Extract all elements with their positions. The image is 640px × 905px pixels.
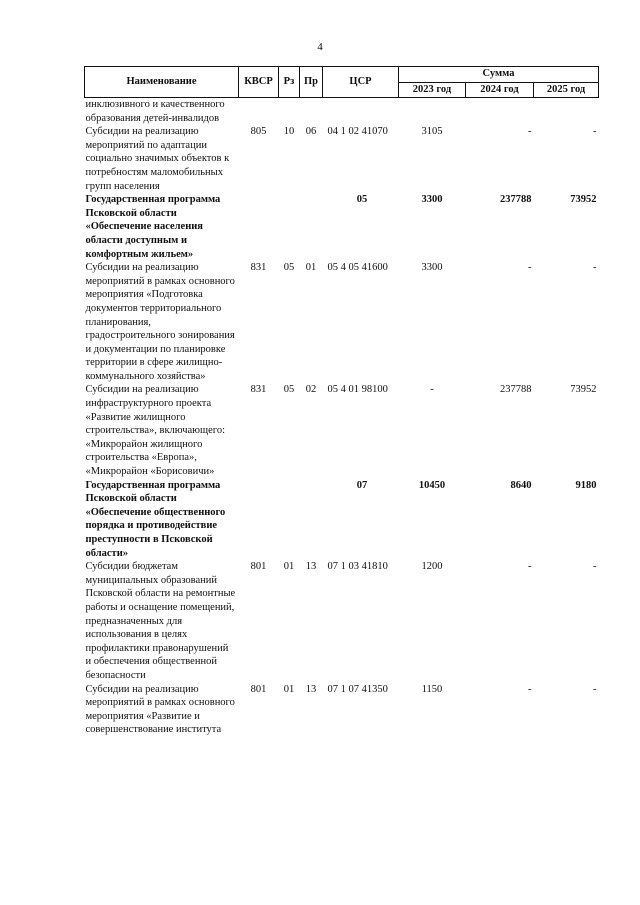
- cell-2024: -: [528, 262, 532, 274]
- cell-2023: 1150: [421, 683, 443, 695]
- cell-name: Субсидии на реализацию инфраструктурного проекта «Развитие жилищного строительства», включающего: «Микрорайон жилищного строительства «Европа», «Микрорайон «Борисовичи»: [85, 384, 225, 478]
- header-name: Наименование: [85, 67, 239, 98]
- table-row: [85, 193, 599, 261]
- cell-2024: -: [528, 683, 532, 695]
- table-row: [85, 683, 599, 737]
- cell-rz: 01: [283, 561, 295, 573]
- table-body: [85, 98, 599, 737]
- cell-rz: [279, 193, 300, 261]
- cell-pr: 13: [305, 561, 317, 573]
- cell-csr: [323, 98, 399, 126]
- cell-2024: [466, 98, 534, 126]
- cell-2025: -: [593, 262, 597, 274]
- cell-csr: 07 1 03 41810: [327, 561, 388, 573]
- cell-2023: -: [430, 384, 434, 396]
- cell-2025: -: [593, 126, 597, 138]
- cell-pr: 13: [305, 683, 317, 695]
- cell-2025: [534, 98, 599, 126]
- table-row: [85, 383, 599, 478]
- header-year-2024: 2024 год: [466, 82, 534, 98]
- cell-csr: 05 4 01 98100: [327, 384, 388, 396]
- cell-pr: 01: [305, 262, 317, 274]
- cell-2024: 237788: [500, 194, 532, 206]
- header-kvsr: КВСР: [239, 67, 279, 98]
- cell-name: Субсидии на реализацию мероприятий в рамках основного мероприятия «Подготовка документов территориального планирования, градостроительного зонирования и документации по планировке территории в сфере жилищно-коммунального хозяйства»: [85, 262, 235, 382]
- table-row: [85, 125, 599, 193]
- cell-name: инклюзивного и качественного образования детей-инвалидов: [85, 99, 225, 124]
- cell-kvsr: 801: [250, 683, 267, 695]
- cell-2024: 237788: [500, 384, 532, 396]
- header-year-2025: 2025 год: [534, 82, 599, 98]
- header-pr: Пр: [300, 67, 323, 98]
- cell-rz: 01: [283, 683, 295, 695]
- cell-2023: [399, 98, 466, 126]
- cell-kvsr: [239, 98, 279, 126]
- cell-pr: [300, 479, 323, 561]
- header-sum: Сумма: [399, 67, 599, 83]
- cell-name: Субсидии на реализацию мероприятий по адаптации социально значимых объектов к потребностям маломобильных групп населения: [85, 126, 230, 192]
- cell-csr: 05: [356, 194, 368, 206]
- cell-2024: -: [528, 561, 532, 573]
- cell-name: Государственная программа Псковской области «Обеспечение общественного порядка и противодействие преступности в Псковской области»: [85, 479, 226, 559]
- cell-rz: [279, 98, 300, 126]
- budget-table: [84, 66, 599, 737]
- cell-csr: 07 1 07 41350: [327, 683, 388, 695]
- cell-2024: 8640: [510, 479, 532, 491]
- cell-2023: 3105: [421, 126, 443, 138]
- table-row: [85, 261, 599, 383]
- cell-2025: 73952: [570, 194, 597, 206]
- header-rz: Рз: [279, 67, 300, 98]
- table-row: [85, 479, 599, 561]
- cell-2023: 3300: [421, 262, 443, 274]
- cell-2025: -: [593, 561, 597, 573]
- header-csr: ЦСР: [323, 67, 399, 98]
- cell-2023: 10450: [418, 479, 446, 491]
- cell-2025: -: [593, 683, 597, 695]
- cell-rz: [279, 479, 300, 561]
- header-year-2023: 2023 год: [399, 82, 466, 98]
- table-header: [85, 67, 599, 98]
- cell-rz: 05: [283, 262, 295, 274]
- cell-kvsr: 801: [250, 561, 267, 573]
- cell-kvsr: 805: [250, 126, 267, 138]
- cell-pr: [300, 98, 323, 126]
- cell-rz: 05: [283, 384, 295, 396]
- cell-name: Государственная программа Псковской области «Обеспечение населения области доступным и комфортным жильем»: [85, 194, 221, 260]
- cell-2025: 73952: [570, 384, 597, 396]
- cell-kvsr: [239, 479, 279, 561]
- cell-2025: 9180: [575, 479, 597, 491]
- cell-2023: 1200: [421, 561, 443, 573]
- table-row: [85, 560, 599, 682]
- cell-name: Субсидии бюджетам муниципальных образований Псковской области на ремонтные работы и оснащение помещений, предназначенных для использования в целях профилактики правонарушений и обеспечения общественной безопасности: [85, 561, 236, 681]
- cell-2023: 3300: [421, 194, 443, 206]
- page-number: 4: [317, 41, 323, 53]
- cell-rz: 10: [283, 126, 295, 138]
- cell-name: Субсидии на реализацию мероприятий в рамках основного мероприятия «Развитие и совершенствование института: [85, 683, 235, 736]
- cell-kvsr: 831: [250, 262, 267, 274]
- cell-kvsr: [239, 193, 279, 261]
- cell-2024: -: [528, 126, 532, 138]
- cell-pr: [300, 193, 323, 261]
- cell-pr: 02: [305, 384, 317, 396]
- cell-csr: 04 1 02 41070: [327, 126, 388, 138]
- cell-pr: 06: [305, 126, 317, 138]
- table-row: [85, 98, 599, 126]
- cell-kvsr: 831: [250, 384, 267, 396]
- cell-csr: 05 4 05 41600: [327, 262, 388, 274]
- cell-csr: 07: [356, 479, 368, 491]
